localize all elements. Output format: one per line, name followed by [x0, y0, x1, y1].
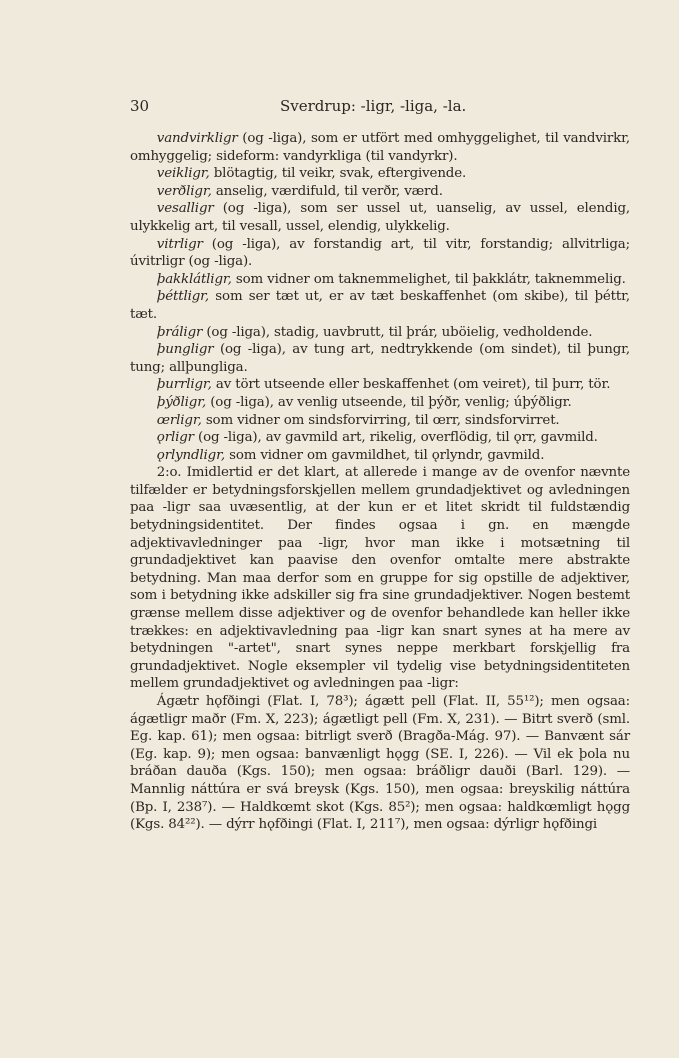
- page-number: 30: [130, 97, 150, 115]
- entry: [130, 324, 630, 342]
- entry-text: som ser tæt ut, er av tæt beskaffenhet (om skibe), til þéttr, tæt.: [130, 289, 630, 322]
- entry: [130, 394, 630, 412]
- entry-head: þurrligr,: [156, 377, 212, 393]
- page-header: [130, 95, 630, 117]
- entry-text: (og -liga), som ser ussel ut, uanselig, av ussel, elendig, ulykkelig art, til vesall, ussel, elendig, ulykkelig.: [130, 201, 630, 234]
- entry-text: av tört utseende eller beskaffenhet (om veiret), til þurr, tör.: [211, 377, 611, 393]
- entry: [130, 165, 630, 183]
- entry-text: (og -liga), av gavmild art, rikelig, overflödig, til ǫrr, gavmild.: [193, 430, 598, 446]
- entry-head: þéttligr,: [156, 289, 210, 305]
- entry-text: (og -liga), stadig, uavbrutt, til þrár, uböielig, vedholdende.: [202, 324, 593, 340]
- entry-text: blötagtig, til veikr, svak, eftergivende.: [209, 166, 467, 182]
- entry-text: som vidner om sindsforvirring, til œrr, sindsforvirret.: [201, 412, 560, 428]
- entry-head: þakklátligr,: [156, 271, 232, 287]
- entry-head: œrligr,: [156, 412, 202, 428]
- entry: [130, 236, 630, 271]
- running-title: Sverdrup: -ligr, -liga, -la.: [280, 97, 467, 115]
- entry: [130, 429, 630, 447]
- entry: [130, 183, 630, 201]
- entry: [130, 130, 630, 165]
- entry-head: vesalligr: [156, 201, 214, 217]
- entry: [130, 341, 630, 376]
- entry: [130, 447, 630, 465]
- entry-head: verðligr,: [156, 183, 212, 199]
- entry: [130, 200, 630, 235]
- body-paragraph: 2:o. Imidlertid er det klart, at allerede i mange av de ovenfor nævnte tilfælder er betydningsforskjellen mellem grundadjektivet og avledningen paa -ligr saa uvæsentlig, at der kun er et litet skridt til fuldstændig betydningsidentitet. Der findes ogsaa i gn. en mængde adjektivavledninger paa -ligr, hvor man ikke i motsætning til grundadjektivet kan paavise den ovenfor omtalte mere abstrakte betydning. Man maa derfor som en gruppe for sig opstille de adjektiver, som i betydning ikke adskiller sig fra sine grundadjektiver. Nogen bestemt grænse mellem disse adjektiver og de ovenfor behandlede kan heller ikke trækkes: en adjektivavledning paa -ligr kan snart synes at ha mere av betydningen "-artet", snart synes neppe merkbart forskjellig fra grundadjektivet. Nogle eksempler vil tydelig vise betydningsidentiteten mellem grundadjektivet og avledningen paa -ligr:: [130, 465, 630, 692]
- entry-text: som vidner om gavmildhet, til ǫrlyndr, gavmild.: [224, 447, 545, 463]
- entry-head: þýðligr,: [156, 394, 207, 410]
- body-paragraph: Ágætr hǫfðingi (Flat. I, 78³); ágætt pell (Flat. II, 55¹²); men ogsaa: ágætligr maðr (Fm. X, 223); ágætligt pell (Fm. X, 231). — Bitrt sverð (sml. Eg. kap. 61); men ogsaa: bitrligt sverð (Bragða-Mág. 97). — Banvænt sár (Eg. kap. 9); men ogsaa: banvænligt hǫgg (SE. I, 226). — Vil ek þola nu bráðan dauða (Kgs. 150); men ogsaa: bráðligr dauði (Barl. 129). — Mannlig náttúra er svá breysk (Kgs. 150), men ogsaa: breyskilig náttúra (Bp. I, 238⁷). — Haldkœmt skot (Kgs. 85²); men ogsaa: haldkœmligt hǫgg (Kgs. 84²²). — dýrr hǫfðingi (Flat. I, 211⁷), men ogsaa: dýrligr hǫfðingi: [130, 694, 630, 833]
- entry-text: (og -liga), av venlig utseende, til þýðr, venlig; úþýðligr.: [206, 394, 572, 410]
- entry-head: þungligr: [156, 342, 214, 358]
- entry-head: ǫrligr: [156, 430, 194, 446]
- entry: [130, 288, 630, 323]
- entry-head: vandvirkligr: [156, 131, 238, 146]
- entry: [130, 271, 630, 289]
- entry-text: (og -liga), av forstandig art, til vitr, forstandig; allvitrliga; úvitrligr (og -liga).: [130, 236, 630, 270]
- entry-head: ǫrlyndligr,: [156, 447, 225, 463]
- entry-text: (og -liga), av tung art, nedtrykkende (om sindet), til þungr, tung; allþungliga.: [130, 342, 630, 375]
- entry-text: som vidner om taknemmelighet, til þakklátr, taknemmelig.: [231, 271, 626, 287]
- entry-head: veikligr,: [156, 166, 210, 182]
- entry-text: anselig, værdifuld, til verðr, værd.: [211, 183, 443, 199]
- body-text: [130, 130, 630, 834]
- entry: [130, 376, 630, 394]
- entry-head: vitrligr: [156, 236, 203, 252]
- entry: [130, 412, 630, 430]
- entry-text: (og -liga), som er utfört med omhyggelighet, til vandvirkr, omhyggelig; sideform: vandyrkliga (til vandyrkr).: [130, 131, 630, 164]
- entry-head: þráligr: [156, 324, 203, 340]
